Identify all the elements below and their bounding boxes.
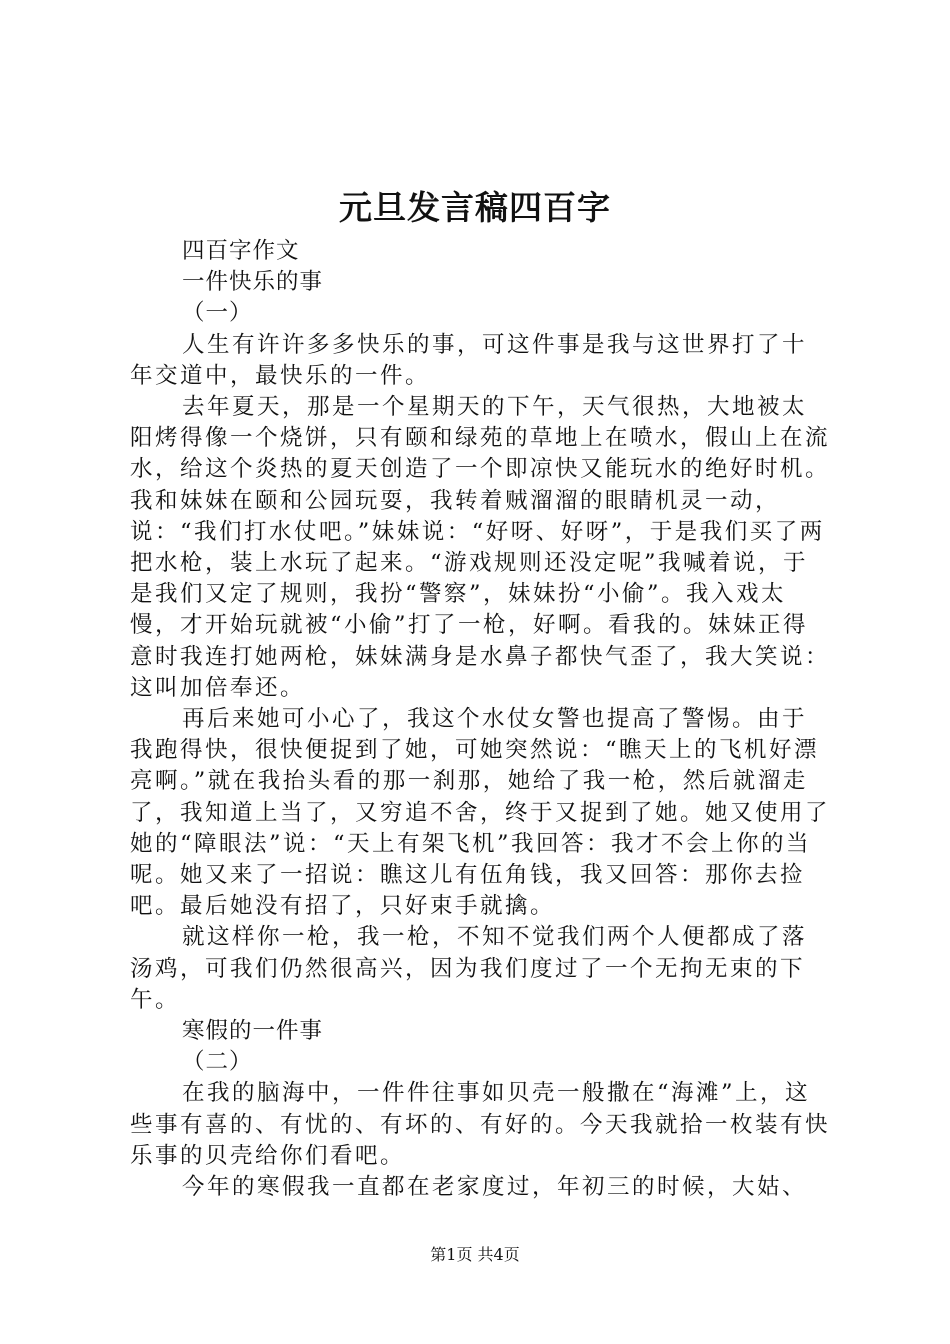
paragraph: 人生有许许多多快乐的事，可这件事是我与这世界打了十年交道中，最快乐的一件。	[130, 331, 808, 389]
story-number: （一）	[182, 300, 253, 327]
page-footer: 第1页 共4页	[430, 1245, 520, 1264]
story-number: （二）	[182, 1049, 253, 1076]
section-label: 四百字作文	[182, 238, 300, 264]
story-heading: 寒假的一件事	[182, 1018, 324, 1045]
document-body	[130, 236, 830, 1203]
story-heading: 一件快乐的事	[182, 269, 324, 296]
paragraph: 就这样你一枪，我一枪，不知不觉我们两个人便都成了落汤鸡，可我们仍然很高兴，因为我们度过了一个无拘无束的下午。	[130, 924, 808, 1013]
paragraph: 在我的脑海中，一件件往事如贝壳一般撒在“海滩”上，这些事有喜的、有忧的、有坏的、有好的。今天我就拾一枚装有快乐事的贝壳给你们看吧。	[130, 1080, 831, 1169]
paragraph: 去年夏天，那是一个星期天的下午，天气很热，大地被太阳烤得像一个烧饼，只有颐和绿苑的草地上在喷水，假山上在流水，给这个炎热的夏天创造了一个即凉快又能玩水的绝好时机。我和妹妹在颐和公园玩耍，我转着贼溜溜的眼睛机灵一动，说：“我们打水仗吧。”妹妹说：“好呀、好呀”，于是我们买了两把水枪，装上水玩了起来。“游戏规则还没定呢”我喊着说，于是我们又定了规则，我扮“警察”，妹妹扮“小偷”。我入戏太慢，才开始玩就被“小偷”打了一枪，好啊。看我的。妹妹正得意时我连打她两枪，妹妹满身是水鼻子都快气歪了，我大笑说：这叫加倍奉还。	[130, 394, 831, 701]
paragraph: 再后来她可小心了，我这个水仗女警也提高了警惕。由于我跑得快，很快便捉到了她，可她突然说：“瞧天上的飞机好漂亮啊。”就在我抬头看的那一刹那，她给了我一枪，然后就溜走了，我知道上当了，又穷追不舍，终于又捉到了她。她又使用了她的“障眼法”说：“天上有架飞机”我回答：我才不会上你的当呢。她又来了一招说：瞧这儿有伍角钱，我又回答：那你去捡吧。最后她没有招了，只好束手就擒。	[130, 706, 831, 920]
document-title: 元旦发言稿四百字	[339, 188, 611, 227]
paragraph: 今年的寒假我一直都在老家度过，年初三的时候，大姑、	[182, 1174, 808, 1201]
